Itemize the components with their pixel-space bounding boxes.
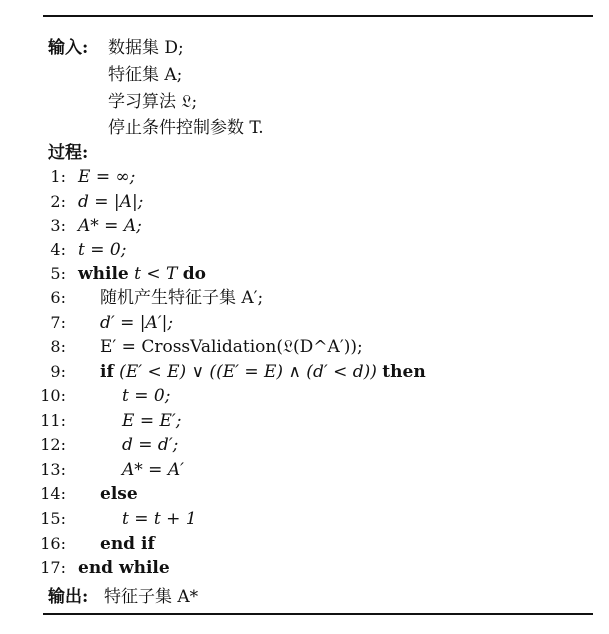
input-row-4 [0, 116, 609, 140]
algo-text: A* = A; [78, 216, 142, 236]
line-number: 12: [40, 435, 66, 454]
algo-line-15 [0, 507, 609, 531]
line-number: 16: [40, 534, 66, 553]
keyword-then: then [382, 362, 426, 382]
algo-line-13 [0, 458, 609, 482]
algo-text: E′ = CrossValidation(𝔏(D^A′)); [100, 337, 363, 357]
algo-text [78, 262, 206, 286]
algo-line-14 [0, 482, 609, 506]
line-number: 2: [50, 192, 66, 211]
algo-line-9 [0, 360, 609, 384]
line-number: 7: [50, 313, 66, 332]
output-text: 特征子集 A* [104, 587, 199, 607]
algo-line-11 [0, 409, 609, 433]
line-number: 3: [50, 216, 66, 235]
input-stop-param: 停止条件控制参数 T. [108, 118, 264, 138]
input-row-1 [0, 36, 609, 60]
algo-text: t = 0; [78, 240, 127, 260]
keyword-end-if: end if [100, 534, 155, 554]
algo-text: d = d′; [122, 435, 179, 455]
algo-text: t = 0; [122, 386, 171, 406]
line-number: 11: [40, 411, 66, 430]
line-number: 1: [50, 167, 66, 186]
keyword-while: while [78, 264, 129, 284]
line-number: 8: [50, 337, 66, 356]
input-row-2 [0, 63, 609, 87]
output-row [0, 585, 609, 609]
algo-line-4 [0, 238, 609, 262]
line-number: 9: [50, 362, 66, 381]
algo-line-3 [0, 214, 609, 238]
line-number: 10: [40, 386, 66, 405]
algo-text: d = |A|; [78, 192, 144, 212]
condition: (E′ < E) ∨ ((E′ = E) ∧ (d′ < d)) [113, 362, 383, 382]
keyword-do: do [182, 264, 206, 284]
algo-text: t = t + 1 [122, 509, 197, 529]
algo-line-6 [0, 286, 609, 310]
keyword-else: else [100, 484, 138, 504]
algo-text: E = E′; [122, 411, 182, 431]
line-number: 4: [50, 240, 66, 259]
algo-text [100, 360, 426, 384]
algo-text: A* = A′ [122, 460, 184, 480]
algo-line-16 [0, 532, 609, 556]
condition: t < T [128, 264, 183, 284]
bottom-rule [43, 613, 593, 615]
input-label: 输入: [48, 38, 89, 58]
line-number: 17: [40, 558, 66, 577]
algo-line-8 [0, 335, 609, 359]
keyword-if: if [100, 362, 114, 382]
algo-text: 随机产生特征子集 A′; [100, 288, 264, 308]
algo-line-10 [0, 384, 609, 408]
algo-line-12 [0, 433, 609, 457]
algo-text: d′ = |A′|; [100, 313, 174, 333]
input-feature-set: 特征集 A; [108, 65, 183, 85]
top-rule [43, 15, 593, 17]
line-number: 6: [50, 288, 66, 307]
output-label: 输出: [48, 587, 89, 607]
algo-line-1 [0, 165, 609, 189]
input-dataset: 数据集 D; [108, 38, 184, 58]
process-label: 过程: [48, 143, 89, 163]
line-number: 13: [40, 460, 66, 479]
algo-line-7 [0, 311, 609, 335]
algo-line-17 [0, 556, 609, 580]
algo-line-5 [0, 262, 609, 286]
algo-text: E = ∞; [78, 167, 136, 187]
line-number: 15: [40, 509, 66, 528]
line-number: 5: [50, 264, 66, 283]
line-number: 14: [40, 484, 66, 503]
input-row-3 [0, 90, 609, 114]
process-row [0, 141, 609, 165]
input-learning-algorithm: 学习算法 𝔏; [108, 92, 198, 112]
algo-line-2 [0, 190, 609, 214]
keyword-end-while: end while [78, 558, 170, 578]
